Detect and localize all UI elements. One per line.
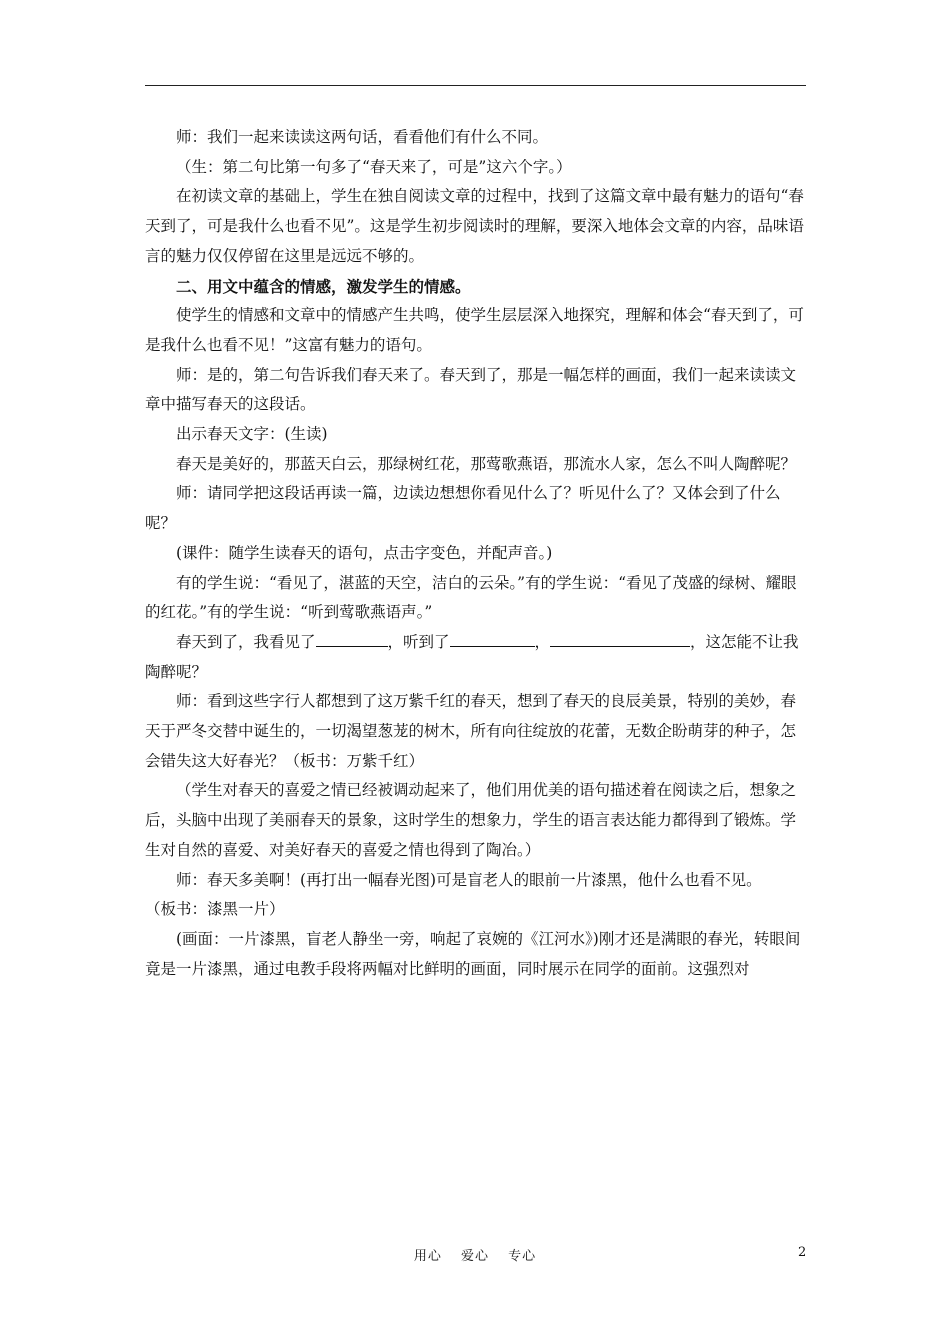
fill-in-text: ，听到了	[387, 632, 450, 651]
page-number: 2	[798, 1245, 807, 1260]
paragraph: 师：我们一起来读读这两句话，看看他们有什么不同。	[176, 128, 549, 146]
paragraph: 使学生的情感和文章中的情感产生共鸣，使学生层层深入地探究，理解和体会“春天到了，可是我什么也看不见！”这富有魅力的语句。	[145, 306, 804, 354]
paragraph: （板书：漆黑一片）	[145, 900, 285, 919]
fill-in-blank	[550, 629, 690, 647]
paragraph: 师：春天多美啊！(再打出一幅春光图)可是盲老人的眼前一片漆黑，他什么也看不见。	[176, 870, 762, 889]
paragraph: (画面：一片漆黑，盲老人静坐一旁，响起了哀婉的《江河水》)刚才还是满眼的春光，转眼间竟是一片漆黑，通过电教手段将两幅对比鲜明的画面，同时展示在同学的面前。这强烈对	[145, 929, 801, 978]
paragraph: （生：第二句比第一句多了“春天来了，可是”这六个字。）	[176, 157, 572, 176]
fill-in-blank	[316, 629, 388, 647]
header-rule	[145, 85, 806, 86]
section-heading: 二、用文中蕴含的情感，激发学生的情感。	[176, 276, 471, 296]
fill-in-text: ，这怎能不让我陶醉呢？	[145, 632, 799, 681]
paragraph: 有的学生说：“看见了，湛蓝的天空，洁白的云朵。”有的学生说：“看见了茂盛的绿树、耀眼的红花。”有的学生说：“听到莺歌燕语声。”	[145, 573, 797, 622]
paragraph: (课件：随学生读春天的语句，点击字变色，并配声音。)	[176, 543, 553, 562]
fill-in-text: 春天到了，我看见了	[176, 632, 316, 651]
paragraph: 春天是美好的，那蓝天白云，那绿树红花，那莺歌燕语，那流水人家，怎么不叫人陶醉呢？	[176, 454, 797, 473]
fill-in-text: ，	[534, 632, 551, 651]
paragraph: 师：请同学把这段话再读一篇，边读边想想你看见什么了？听见什么了？又体会到了什么呢？	[145, 484, 781, 533]
document-body	[145, 123, 808, 984]
paragraph: （学生对春天的喜爱之情已经被调动起来了，他们用优美的语句描述着在阅读之后，想象之后，头脑中出现了美丽春天的景象，这时学生的想象力，学生的语言表达能力都得到了锻炼。学生对自然的喜爱、对美好春天的喜爱之情也得到了陶冶。）	[145, 781, 797, 859]
fill-in-paragraph	[145, 628, 808, 687]
fill-in-blank	[450, 629, 535, 647]
paragraph: 师：看到这些字行人都想到了这万紫千红的春天，想到了春天的良辰美景，特别的美妙，春天于严冬交替中诞生的，一切渴望葱茏的树木，所有向往绽放的花蕾，无数企盼萌芽的种子，怎会错失这大好春光？（板书：万紫千红）	[145, 692, 797, 770]
paragraph: 出示春天文字：(生读)	[176, 425, 328, 444]
footer-motto: 用心 爱心 专心	[413, 1249, 537, 1264]
paragraph: 在初读文章的基础上，学生在独自阅读文章的过程中，找到了这篇文章中最有魅力的语句“春天到了，可是我什么也看不见”。这是学生初步阅读时的理解，要深入地体会文章的内容，品味语言的魅力仅仅停留在这里是远远不够的。	[145, 187, 804, 265]
page-footer	[0, 1245, 950, 1269]
paragraph: 师：是的，第二句告诉我们春天来了。春天到了，那是一幅怎样的画面，我们一起来读读文章中描写春天的这段话。	[145, 365, 797, 414]
